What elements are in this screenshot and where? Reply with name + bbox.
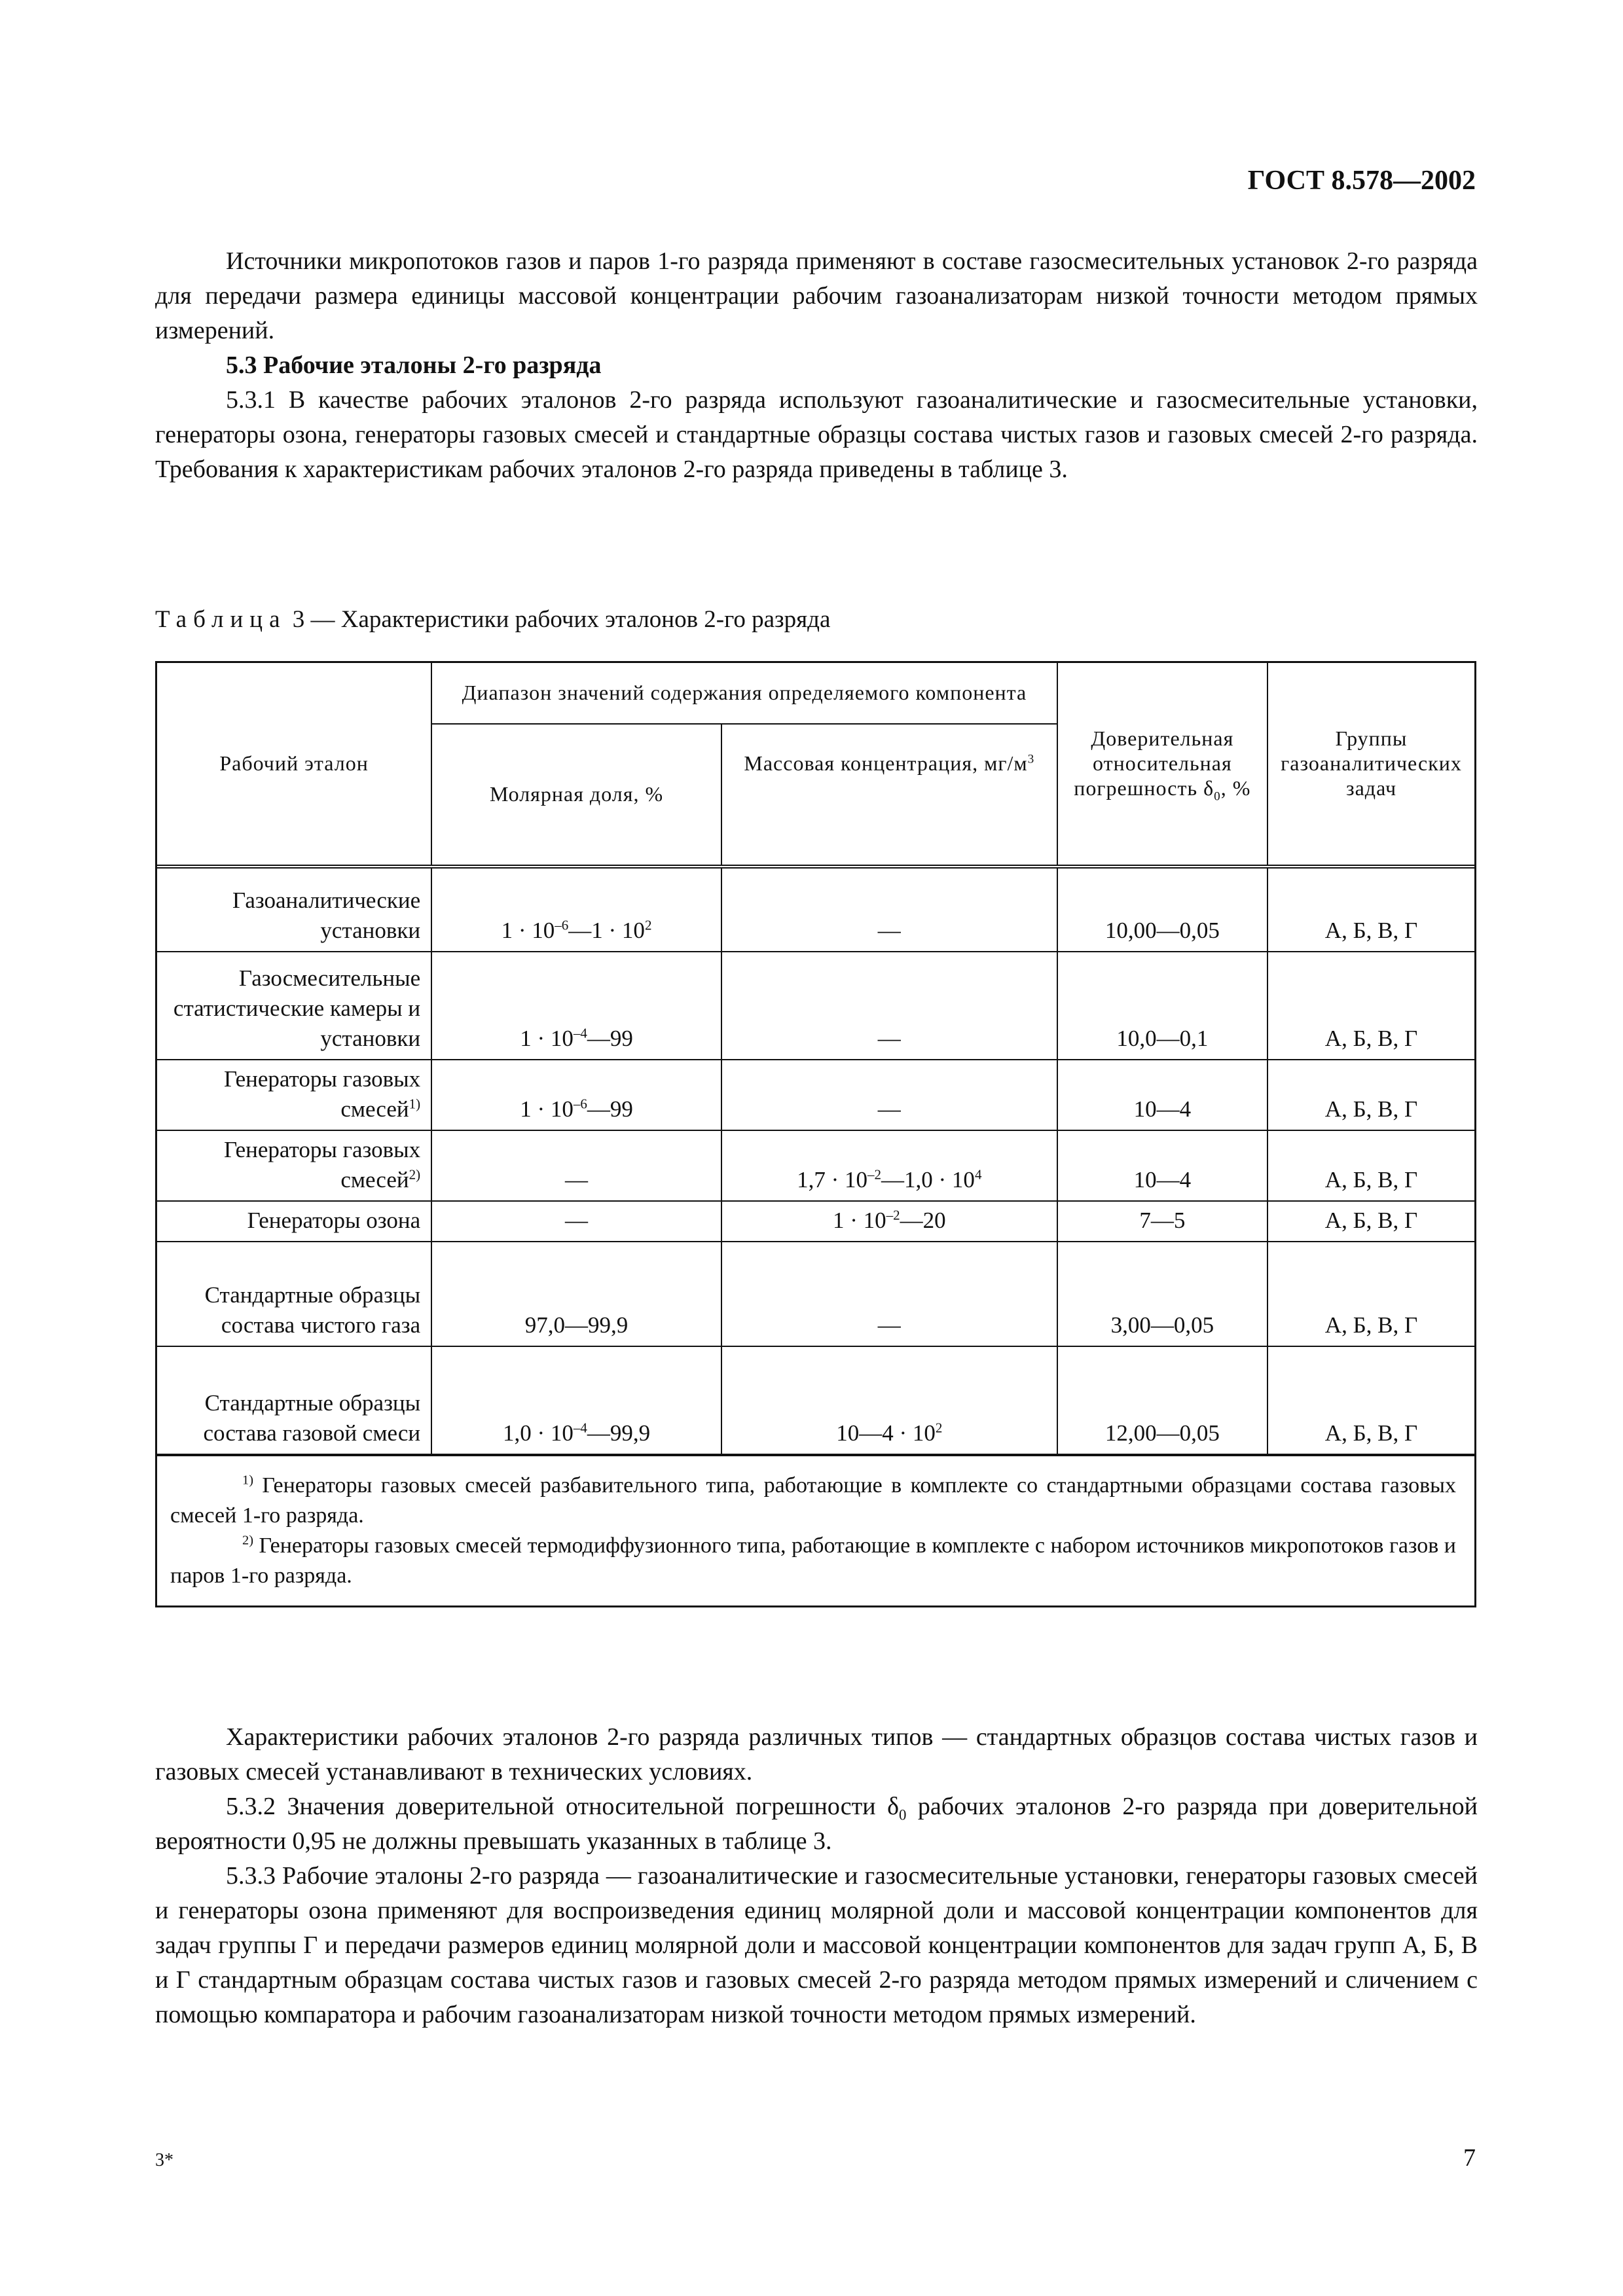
table-caption-title: 3 — Характеристики рабочих эталонов 2-го разряда: [286, 606, 831, 633]
cell-error: 7—5: [1057, 1201, 1267, 1242]
cell-molar: $1 \cdot 10^{-6}—1 \cdot 10^2$: [431, 867, 721, 952]
cell-groups: А, Б, В, Г: [1267, 952, 1474, 1060]
cell-error: 10—4: [1057, 1060, 1267, 1130]
page-number: 7: [1463, 2144, 1476, 2172]
table-row: [157, 1201, 1474, 1242]
header-range: Диапазон значений содержания определяемого компонента: [431, 663, 1057, 724]
paragraph: 5.3.2 Значения доверительной относительной погрешности $\delta_0$ рабочих эталонов 2-го разряда при доверительной вероятности 0,95 не должны превышать указанных в таблице 3.: [155, 1793, 1478, 1855]
cell-etalon: Генераторы газовых смесей$^{1)}$: [157, 1060, 431, 1130]
table-row: [157, 1060, 1474, 1130]
cell-molar: $1,0 \cdot 10^{-4}—99,9$: [431, 1346, 721, 1454]
cell-groups: А, Б, В, Г: [1267, 1130, 1474, 1201]
cell-error: 10,0—0,1: [1057, 952, 1267, 1060]
table-container: [155, 661, 1476, 1607]
cell-etalon: Газоаналитические установки: [157, 867, 431, 952]
header-etalon: Рабочий эталон: [157, 663, 431, 867]
table-row: [157, 1242, 1474, 1346]
cell-molar: —: [431, 1201, 721, 1242]
header-molar: Молярная доля, %: [431, 724, 721, 867]
cell-etalon: Стандартные образцы состава газовой смеси: [157, 1346, 431, 1454]
table-row: [157, 1130, 1474, 1201]
cell-etalon: Генераторы газовых смесей$^{2)}$: [157, 1130, 431, 1201]
cell-mass: —: [721, 867, 1057, 952]
paragraph: 5.3.1 В качестве рабочих эталонов 2-го разряда используют газоаналитические и газосмесительные установки, генераторы озона, генераторы газовых смесей и стандартные образцы состава чистых газов и газовых смесей 2-го разряда. Требования к характеристикам рабочих эталонов 2-го разряда приведены в таблице 3.: [155, 386, 1478, 483]
cell-mass: $1 \cdot 10^{-2}—20$: [721, 1201, 1057, 1242]
cell-mass: —: [721, 952, 1057, 1060]
cell-error: 10—4: [1057, 1130, 1267, 1201]
sheet-mark: 3*: [155, 2150, 173, 2170]
cell-groups: А, Б, В, Г: [1267, 1060, 1474, 1130]
header-error: Доверительная относительная погрешность $\delta_0$, %: [1057, 663, 1267, 867]
header-mass: Массовая концентрация, $мг/м^3$: [721, 724, 1057, 867]
table-row: [157, 867, 1474, 952]
intro-text: [155, 244, 1478, 487]
cell-error: 3,00—0,05: [1057, 1242, 1267, 1346]
table-caption-label: Таблица: [155, 606, 287, 633]
paragraph: 5.3.3 Рабочие эталоны 2-го разряда — газоаналитические и газосмесительные установки, генераторы газовых смесей и генераторы озона применяют для воспроизведения единиц молярной доли и массовой концентрации компонентов для задач группы Г и передачи размеров единиц молярной доли и массовой концентрации компонентов для задач групп А, Б, В и Г стандартным образцам состава чистых газов и газовых смесей 2-го разряда методом прямых измерений и сличением с помощью компаратора и рабочим газоанализаторам низкой точности методом прямых измерений.: [155, 1862, 1478, 2028]
section-heading: 5.3 Рабочие эталоны 2-го разряда: [226, 351, 602, 379]
cell-error: 10,00—0,05: [1057, 867, 1267, 952]
paragraph: Источники микропотоков газов и паров 1-го разряда применяют в составе газосмесительных установок 2-го разряда для передачи размера единицы массовой концентрации рабочим газоанализаторам низкой точности методом прямых измерений.: [155, 247, 1478, 344]
cell-etalon: Газосмесительные статистические камеры и установки: [157, 952, 431, 1060]
outro-text: [155, 1720, 1478, 2032]
cell-etalon: Стандартные образцы состава чистого газа: [157, 1242, 431, 1346]
cell-molar: —: [431, 1130, 721, 1201]
table-caption: [155, 605, 830, 634]
document-id: ГОСТ 8.578—2002: [1247, 166, 1476, 196]
cell-groups: А, Б, В, Г: [1267, 1201, 1474, 1242]
cell-etalon: Генераторы озона: [157, 1201, 431, 1242]
cell-mass: —: [721, 1060, 1057, 1130]
cell-mass: 10—4 · $10^2$: [721, 1346, 1057, 1454]
cell-groups: А, Б, В, Г: [1267, 1242, 1474, 1346]
table-row: [157, 952, 1474, 1060]
cell-molar: 97,0—99,9: [431, 1242, 721, 1346]
cell-error: 12,00—0,05: [1057, 1346, 1267, 1454]
table-footnotes: [157, 1455, 1474, 1605]
cell-molar: $1 \cdot 10^{-4}—99$: [431, 952, 721, 1060]
table-row: [157, 1346, 1474, 1454]
etalons-table: [157, 663, 1474, 1455]
cell-groups: А, Б, В, Г: [1267, 1346, 1474, 1454]
cell-molar: $1 \cdot 10^{-6}—99$: [431, 1060, 721, 1130]
header-groups: Группы газоаналитических задач: [1267, 663, 1474, 867]
footnote-1: $^{1)}$ Генераторы газовых смесей разбавительного типа, работающие в комплекте со стандартными образцами состава газовых смесей 1-го разряда.: [170, 1473, 1456, 1528]
footnote-2: $^{2)}$ Генераторы газовых смесей термодиффузионного типа, работающие в комплекте с набором источников микропотоков газов и паров 1-го разряда.: [170, 1533, 1456, 1588]
cell-mass: $1,7 \cdot 10^{-2}—1,0 \cdot 10^4$: [721, 1130, 1057, 1201]
paragraph: Характеристики рабочих эталонов 2-го разряда различных типов — стандартных образцов состава чистых газов и газовых смесей устанавливают в технических условиях.: [155, 1723, 1478, 1785]
cell-groups: А, Б, В, Г: [1267, 867, 1474, 952]
table-body: [157, 867, 1474, 1454]
cell-mass: —: [721, 1242, 1057, 1346]
